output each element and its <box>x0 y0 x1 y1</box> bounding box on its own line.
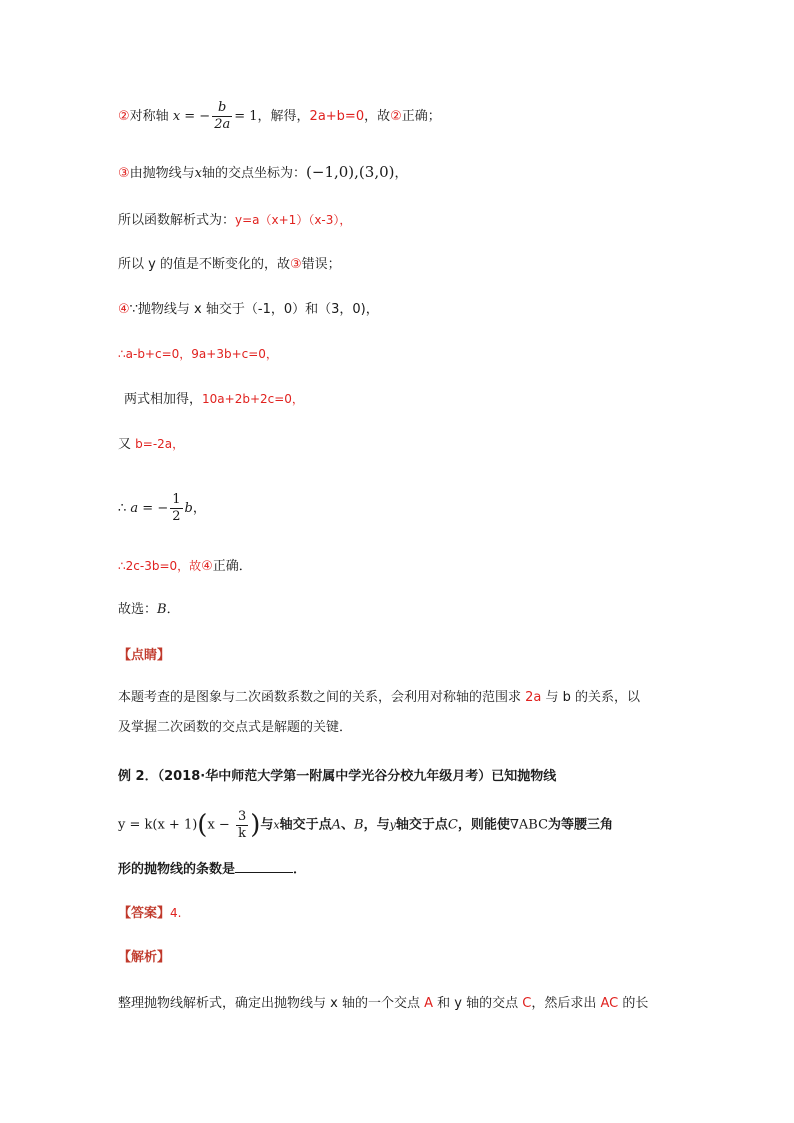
text: 与 b 的关系，以 <box>541 690 641 705</box>
text: 所以函数解析式为： <box>118 213 236 228</box>
equation: b=-2a， <box>135 437 185 451</box>
highlight: AC <box>600 996 619 1011</box>
also-line <box>118 434 184 455</box>
highlight: 2a <box>525 690 542 705</box>
answer-line <box>118 903 181 924</box>
coordinates: (−1,0),(3,0) <box>306 163 395 181</box>
function-part-b: x − <box>207 817 234 833</box>
equation: ∴2c-3b=0，故 <box>118 559 202 573</box>
equations: ∴a-b+c=0，9a+3b+c=0， <box>118 347 278 361</box>
text: ，然后求出 <box>531 996 601 1011</box>
example-2-function-line <box>118 808 613 843</box>
text: 正确； <box>401 109 441 124</box>
left-paren: ( <box>197 810 208 840</box>
circled-2: ② <box>390 109 402 124</box>
formula-lhs: a = − <box>130 501 169 516</box>
therefore-line <box>118 492 206 525</box>
text: 为等腰三角 <box>548 817 614 833</box>
text: ． <box>293 862 307 877</box>
equations-line <box>118 344 278 364</box>
circled-4: ④ <box>201 559 213 574</box>
fraction-denominator: k <box>238 825 247 841</box>
choice-line <box>118 600 180 620</box>
function-line <box>118 210 351 231</box>
example-2-question-line <box>118 860 306 880</box>
text: 正确． <box>212 559 252 574</box>
circled-3: ③ <box>118 166 130 181</box>
choice-letter: B <box>157 602 167 617</box>
text: 故选： <box>118 602 158 617</box>
equation: 10a+2b+2c=0， <box>202 392 304 406</box>
text: 与 <box>260 817 274 833</box>
fraction-numerator: 3 <box>237 808 247 824</box>
text: ，则能使 <box>457 817 510 833</box>
fraction-numerator: 1 <box>172 492 181 507</box>
text: ∵抛物线与 x 轴交于（-1，0）和（3，0)， <box>129 302 379 317</box>
variable: x <box>194 166 203 181</box>
formula-rhs: = 1 <box>234 109 258 124</box>
fraction <box>236 809 248 842</box>
text: ． <box>166 602 180 617</box>
text: 所以 y 的值是不断变化的，故 <box>118 257 290 272</box>
text: 轴交于点 <box>279 817 332 833</box>
text: ， <box>394 166 408 181</box>
analysis-heading <box>118 948 170 968</box>
answer-blank <box>235 860 293 873</box>
text: 又 <box>118 437 136 452</box>
variable: B <box>354 817 364 833</box>
section-label: 【答案】 <box>118 906 171 921</box>
text: 两式相加得， <box>124 392 203 407</box>
text: 整理抛物线解析式，确定出抛物线与 x 轴的一个交点 <box>118 996 425 1011</box>
summary-paragraph <box>118 683 678 743</box>
highlight: C <box>522 996 532 1011</box>
highlight: A <box>424 996 433 1011</box>
text: ， <box>192 501 206 516</box>
fraction <box>170 492 182 525</box>
section-label: 【点睛】 <box>118 648 171 663</box>
step-2-line <box>118 100 441 133</box>
text: 、 <box>341 817 355 833</box>
step-4-line <box>118 300 379 320</box>
add-line <box>124 389 304 410</box>
example-2-title <box>118 767 556 787</box>
text: 轴的交点坐标为： <box>202 166 307 181</box>
section-label: 【解析】 <box>118 950 171 965</box>
circled-2: ② <box>118 109 130 124</box>
therefore-symbol: ∴ <box>118 501 127 516</box>
text: ，故 <box>364 109 391 124</box>
text: 由抛物线与 <box>129 166 195 181</box>
variable: C <box>447 817 458 833</box>
circled-4: ④ <box>118 302 130 317</box>
formula-rhs: b <box>184 501 193 516</box>
text: 形的抛物线的条数是 <box>118 862 236 877</box>
variable: x <box>273 818 280 832</box>
expression: y=a（x+1）（x-3）， <box>235 213 352 227</box>
fraction-denominator: 2a <box>214 117 231 132</box>
text: 及掌握二次函数的交点式是解题的关键． <box>118 720 353 735</box>
formula-lhs: x = − <box>172 109 211 124</box>
fraction <box>212 100 232 133</box>
text: 对称轴 <box>129 109 169 124</box>
text: 本题考查的是图象与二次函数系数之间的关系，会利用对称轴的范围求 <box>118 690 526 705</box>
variable: y <box>389 818 396 832</box>
example-title: 例 2．（2018·华中师范大学第一附属中学光谷分校九年级月考）已知抛物线 <box>118 769 557 784</box>
equation: 2a+b=0 <box>309 109 365 124</box>
answer-value: 4. <box>170 906 182 920</box>
vary-line <box>118 255 341 275</box>
function-part-a: y = k(x + 1) <box>118 817 198 833</box>
conclusion-line <box>118 556 252 577</box>
text: 轴交于点 <box>395 817 448 833</box>
variable: A <box>331 817 342 833</box>
text: ，解得， <box>257 109 310 124</box>
text: ，与 <box>363 817 390 833</box>
text: 错误； <box>301 257 341 272</box>
fraction-denominator: 2 <box>172 509 181 524</box>
dianjing-heading <box>118 646 170 666</box>
right-paren: ) <box>250 810 261 840</box>
circled-3: ③ <box>289 257 302 272</box>
analysis-line <box>118 994 648 1014</box>
fraction-numerator: b <box>212 100 232 117</box>
step-3-line <box>118 162 408 184</box>
text: 的长 <box>618 996 649 1011</box>
text: 和 y 轴的交点 <box>433 996 523 1011</box>
triangle-abc: ∇ABC <box>509 817 549 833</box>
